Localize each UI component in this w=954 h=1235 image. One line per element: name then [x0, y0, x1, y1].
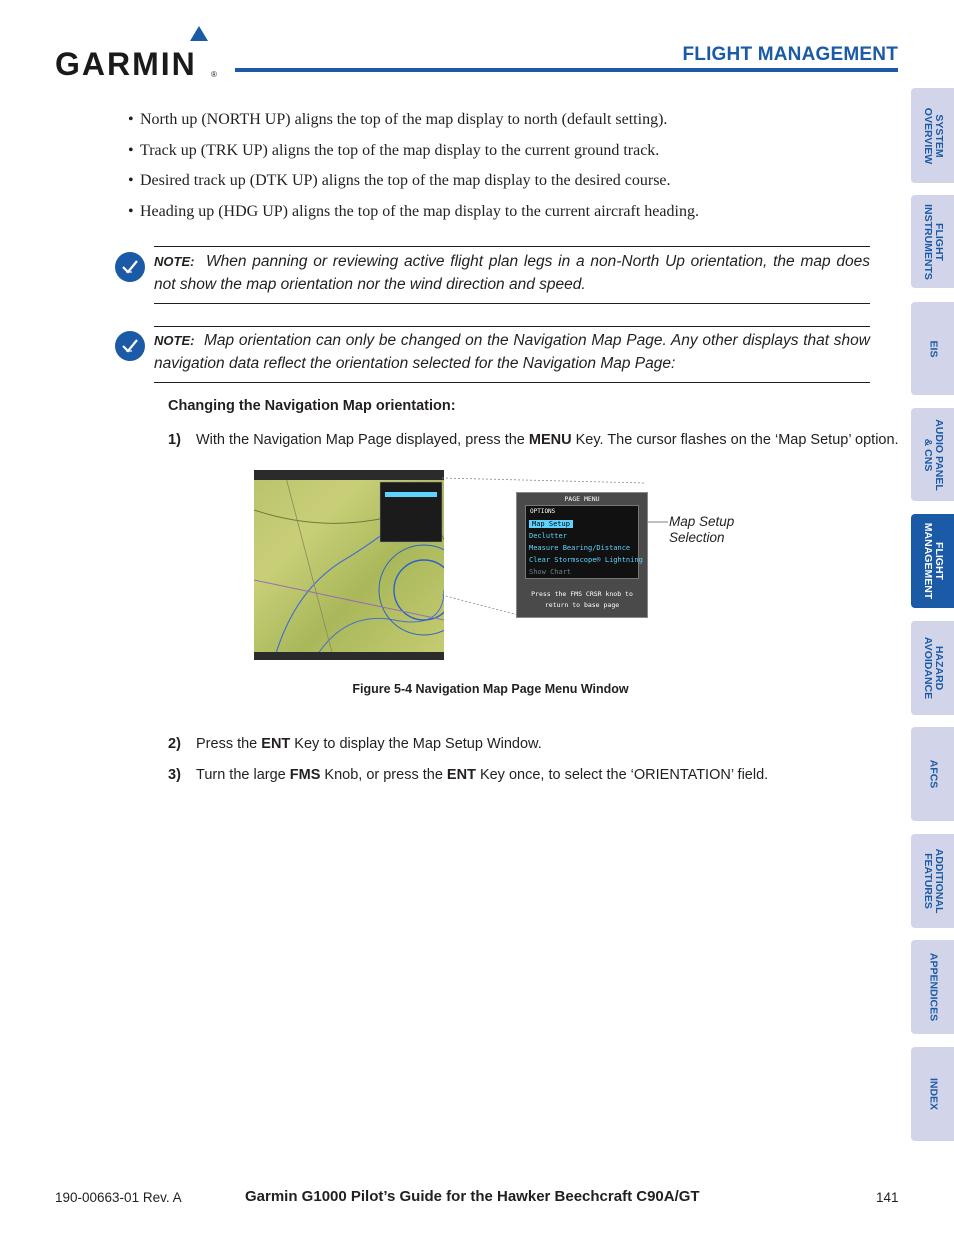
note-text — [154, 251, 870, 296]
bullet-item: • North up (NORTH UP) aligns the top of the map display to north (default setting). — [128, 111, 668, 128]
note-text — [154, 330, 870, 375]
bullet-text: Heading up (HDG UP) aligns the top of the map display to the current aircraft heading. — [140, 203, 699, 220]
step-text: With the Navigation Map Page displayed, press the — [196, 432, 529, 448]
menu-options-panel — [525, 505, 643, 579]
tab-flight-management[interactable] — [911, 514, 954, 608]
map-bottom-bar — [254, 652, 444, 660]
bullet-text: Desired track up (DTK UP) aligns the top of the map display to the desired course. — [140, 172, 671, 189]
callout-line: Map Setup — [669, 514, 735, 529]
note-prefix: NOTE: — [154, 333, 195, 348]
menu-item-clear-stormscope[interactable]: Clear Stormscope® Lightning — [529, 556, 643, 564]
note-rule-bottom — [154, 382, 870, 383]
menu-title: PAGE MENU — [564, 495, 600, 503]
step-text: Key once, to select the ‘ORIENTATION’ field. — [475, 767, 769, 783]
tab-audio-panel-cns[interactable] — [911, 408, 954, 501]
menu-footer-line: Press the FMS CRSR knob to — [531, 590, 633, 598]
bullet-item: • Desired track up (DTK UP) aligns the top of the map display to the desired course. — [128, 172, 671, 189]
key-name: MENU — [528, 432, 572, 448]
step-number: 1) — [168, 432, 181, 448]
tab-label: APPENDICES — [927, 952, 939, 1022]
logo-wordmark: GARMIN — [55, 46, 197, 82]
tab-label: EIS — [927, 340, 939, 357]
tab-label: INDEX — [927, 1077, 939, 1111]
tab-system-overview[interactable] — [911, 88, 954, 183]
garmin-delta-icon — [190, 26, 208, 41]
callout-label — [669, 514, 734, 546]
procedure-step — [168, 432, 899, 448]
step-number: 3) — [168, 767, 181, 783]
note-rule-bottom — [154, 303, 870, 304]
step-number: 2) — [168, 736, 181, 752]
tab-label: SYSTEM OVERVIEW — [921, 107, 945, 164]
tab-label: ADDITIONAL FEATURES — [921, 848, 945, 914]
menu-item-map-setup[interactable]: Map Setup — [529, 520, 573, 528]
registered-mark: ® — [211, 70, 217, 79]
options-label: OPTIONS — [530, 508, 556, 515]
key-name: ENT — [261, 736, 291, 752]
doc-number: 190-00663-01 Rev. A — [55, 1190, 182, 1205]
page-menu-window — [516, 492, 648, 618]
menu-item-declutter[interactable]: Declutter — [529, 532, 567, 540]
step-text: Knob, or press the — [320, 767, 447, 783]
callout-line: Selection — [669, 530, 725, 545]
step-text: Key. The cursor flashes on the ‘Map Setup’ option. — [571, 432, 899, 448]
doc-title: Garmin G1000 Pilot’s Guide for the Hawker Beechcraft C90A/GT — [245, 1188, 700, 1205]
tab-appendices[interactable] — [911, 940, 954, 1034]
tab-label: AFCS — [927, 759, 939, 789]
note-prefix: NOTE: — [154, 254, 195, 269]
menu-item-show-chart: Show Chart — [529, 568, 572, 576]
step-text: Press the — [196, 736, 262, 752]
key-name: FMS — [289, 767, 321, 783]
bullet-item: • Track up (TRK UP) aligns the top of the map display to the current ground track. — [128, 142, 660, 159]
garmin-logo — [55, 26, 220, 82]
procedure-heading: Changing the Navigation Map orientation: — [168, 398, 456, 414]
procedure-step — [168, 767, 768, 783]
tab-eis[interactable] — [911, 302, 954, 395]
tab-hazard-avoidance[interactable] — [911, 621, 954, 715]
navigation-map-screenshot — [254, 470, 444, 660]
figure-caption: Figure 5-4 Navigation Map Page Menu Window — [352, 682, 629, 696]
menu-footer-line: return to base page — [544, 601, 620, 609]
step-text: Key to display the Map Setup Window. — [290, 736, 542, 752]
tab-flight-instruments[interactable] — [911, 195, 954, 288]
menu-footer — [517, 589, 647, 611]
note-rule-top — [154, 326, 870, 327]
note-icon — [115, 252, 145, 282]
tab-label: FLIGHT INSTRUMENTS — [921, 203, 945, 280]
key-name: ENT — [446, 767, 476, 783]
bullet-text: Track up (TRK UP) aligns the top of the map display to the current ground track. — [140, 142, 660, 159]
section-title: FLIGHT MANAGEMENT — [682, 44, 898, 65]
note-icon — [115, 331, 145, 361]
tab-index[interactable] — [911, 1047, 954, 1141]
step-text: Turn the large — [196, 767, 290, 783]
page-number: 141 — [876, 1190, 899, 1205]
tab-afcs[interactable] — [911, 727, 954, 821]
tab-label: HAZARD AVOIDANCE — [921, 636, 945, 700]
map-graphic — [254, 470, 444, 660]
tab-additional-features[interactable] — [911, 834, 954, 928]
tab-label: AUDIO PANEL & CNS — [921, 418, 945, 491]
map-top-bar — [254, 470, 444, 480]
note-body: Map orientation can only be changed on the Navigation Map Page. Any other displays that show navigation data reflect the orientation selected for the Navigation Map Page: — [154, 332, 870, 372]
note-body: When panning or reviewing active flight plan legs in a non-North Up orientation, the map does not show the map orientation nor the wind direction and speed. — [154, 253, 870, 293]
note-rule-top — [154, 246, 870, 247]
bullet-text: North up (NORTH UP) aligns the top of the map display to north (default setting). — [140, 111, 668, 128]
procedure-step — [168, 736, 542, 752]
menu-item-measure[interactable]: Measure Bearing/Distance — [529, 544, 631, 552]
tab-label: FLIGHT MANAGEMENT — [921, 522, 945, 600]
bullet-item: • Heading up (HDG UP) aligns the top of the map display to the current aircraft heading. — [128, 203, 699, 220]
header-rule — [235, 68, 898, 72]
